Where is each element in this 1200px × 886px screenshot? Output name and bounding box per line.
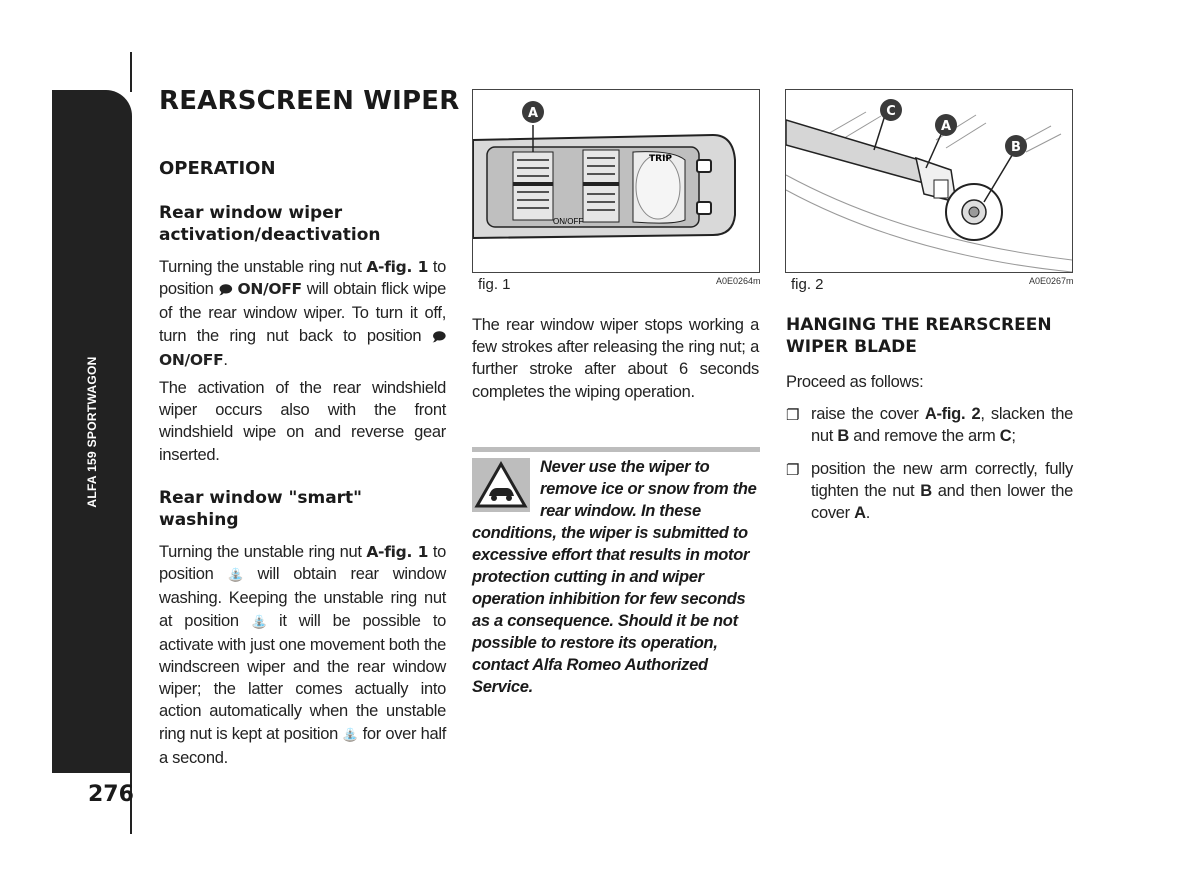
svg-text:ON/OFF: ON/OFF (553, 217, 584, 226)
heading-hanging-blade: HANGING THE REARSCREEN WIPER BLADE (786, 315, 1052, 357)
heading-operation: OPERATION (159, 158, 276, 179)
svg-text:B: B (1011, 140, 1021, 155)
svg-text:TRIP: TRIP (649, 154, 673, 164)
rear-washer-icon: ⛲ (342, 727, 359, 743)
figure-2-caption: fig. 2 (791, 276, 824, 293)
warning-rule (472, 447, 760, 452)
paragraph-reverse-gear: The activation of the rear windshield wiper occurs also with the front windshield wipe on and reverse gear inserted. (159, 379, 446, 464)
list-item: ❐ position the new arm correctly, fully tighten the nut B and then lower the cover A. (786, 460, 1073, 523)
list-item: ❐ raise the cover A-fig. 2, slacken the nut B and remove the arm C; (786, 405, 1073, 446)
figure-1-code: A0E0264m (716, 276, 761, 286)
paragraph-smart-washing: Turning the unstable ring nut A-fig. 1 to position ⛲ will obtain rear window washing. Keeping the unstable ring nut at position ⛲ it will be possible to activate with just one movement both the windscreen wiper and the rear window wiper; the latter comes actually into action automatically when the unstable ring nut is kept at position ⛲ for over half a second. (159, 543, 446, 767)
checkbox-bullet-icon: ❐ (786, 461, 800, 479)
rear-washer-icon: ⛲ (250, 614, 267, 630)
chapter-title: ALFA 159 SPORTWAGON (85, 355, 99, 508)
tab-rule-top (130, 52, 132, 92)
warning-body: In these conditions, the wiper is submitted to excessive effort that results in motor protection cutting in and wiper operation inhibition for few seconds as a consequence. Should it be not possible to restore its operation, contact Alfa Romeo Authorized Service. (472, 502, 750, 696)
wiper-stalk-illustration (473, 90, 759, 272)
svg-text:C: C (886, 104, 896, 119)
rear-wiper-icon: 🗩 (431, 329, 446, 345)
warning-box (472, 456, 760, 698)
svg-text:A: A (527, 106, 539, 121)
paragraph-wiper-stop: The rear window wiper stops working a few strokes after releasing the ring nut; a further stroke after about 6 seconds completes the wiping operation. (472, 316, 759, 401)
page-title: REARSCREEN WIPER (159, 86, 460, 116)
paragraph-proceed: Proceed as follows: (786, 373, 924, 391)
heading-smart-washing: Rear window "smart" washing (159, 488, 363, 530)
checkbox-bullet-icon: ❐ (786, 406, 800, 424)
figure-2-code: A0E0267m (1029, 276, 1074, 286)
heading-activation: Rear window wiper activation/deactivation (159, 203, 381, 245)
svg-text:A: A (940, 119, 952, 134)
warning-lead: Never use the wiper to remove ice or snow from the rear window. (540, 458, 757, 520)
paragraph-activation: Turning the unstable ring nut A-fig. 1 to position 🗩 ON/OFF will obtain flick wipe of the rear window wiper. To turn it off, turn the ring nut back to position 🗩 ON/OFF. (159, 258, 446, 369)
page-number: 276 (88, 782, 134, 807)
figure-1-caption: fig. 1 (478, 276, 511, 293)
wiper-arm-illustration (786, 90, 1072, 272)
warning-triangle-icon (472, 458, 530, 512)
chapter-tab-label (52, 90, 132, 773)
figure-2-wiper-arm (785, 89, 1073, 273)
rear-wiper-icon: 🗩 (218, 283, 233, 299)
figure-1-stalk-control (472, 89, 760, 273)
rear-washer-icon: ⛲ (227, 568, 244, 584)
